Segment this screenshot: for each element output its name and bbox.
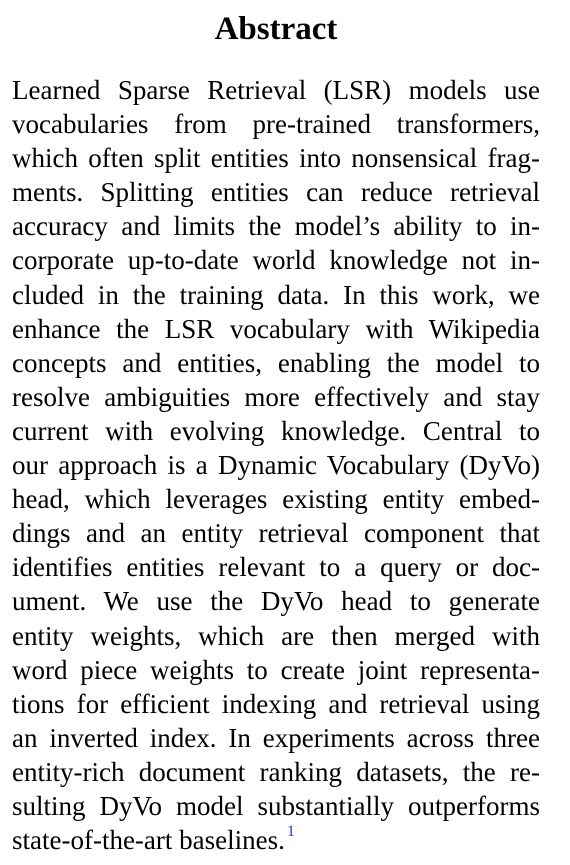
abstract-line: cluded in the training data. In this work, we bbox=[12, 279, 540, 310]
abstract-line: Learned Sparse Retrieval (LSR) models use bbox=[12, 75, 540, 105]
abstract-line: which often split entities into nonsensical frag- bbox=[12, 143, 540, 174]
abstract-line-text: state-of-the-art baselines. bbox=[12, 825, 285, 856]
abstract-line: ument. We use the DyVo head to generate bbox=[12, 586, 540, 617]
abstract-last-line bbox=[12, 823, 540, 857]
abstract-line: current with evolving knowledge. Central to bbox=[12, 415, 540, 446]
abstract-line: word piece weights to create joint representa- bbox=[12, 654, 540, 685]
abstract-line: entity weights, which are then merged with bbox=[12, 620, 540, 651]
abstract-line: head, which leverages existing entity embed- bbox=[12, 484, 540, 515]
footnote-marker-link[interactable]: 1 bbox=[286, 823, 295, 841]
abstract-line: vocabularies from pre-trained transformers, bbox=[12, 109, 540, 140]
abstract-line: concepts and entities, enabling the model to bbox=[12, 347, 540, 378]
abstract-line: an inverted index. In experiments across three bbox=[12, 722, 540, 753]
abstract-line: corporate up-to-date world knowledge not in- bbox=[12, 245, 540, 276]
abstract-line: our approach is a Dynamic Vocabulary (DyVo) bbox=[12, 450, 540, 481]
abstract-body bbox=[12, 73, 540, 857]
abstract-heading: Abstract bbox=[214, 11, 338, 47]
abstract-line: enhance the LSR vocabulary with Wikipedia bbox=[12, 313, 540, 344]
abstract-line: tions for efficient indexing and retrieval using bbox=[12, 688, 540, 719]
abstract-section bbox=[12, 0, 540, 857]
abstract-line: entity-rich document ranking datasets, the re- bbox=[12, 756, 540, 787]
abstract-line: sulting DyVo model substantially outperforms bbox=[12, 790, 540, 821]
abstract-line: dings and an entity retrieval component that bbox=[12, 518, 540, 549]
abstract-line: accuracy and limits the model’s ability to in- bbox=[12, 211, 540, 242]
abstract-line: ments. Splitting entities can reduce retrieval bbox=[12, 177, 540, 208]
abstract-line: identifies entities relevant to a query or doc- bbox=[12, 552, 540, 583]
abstract-line: resolve ambiguities more effectively and stay bbox=[12, 381, 540, 412]
